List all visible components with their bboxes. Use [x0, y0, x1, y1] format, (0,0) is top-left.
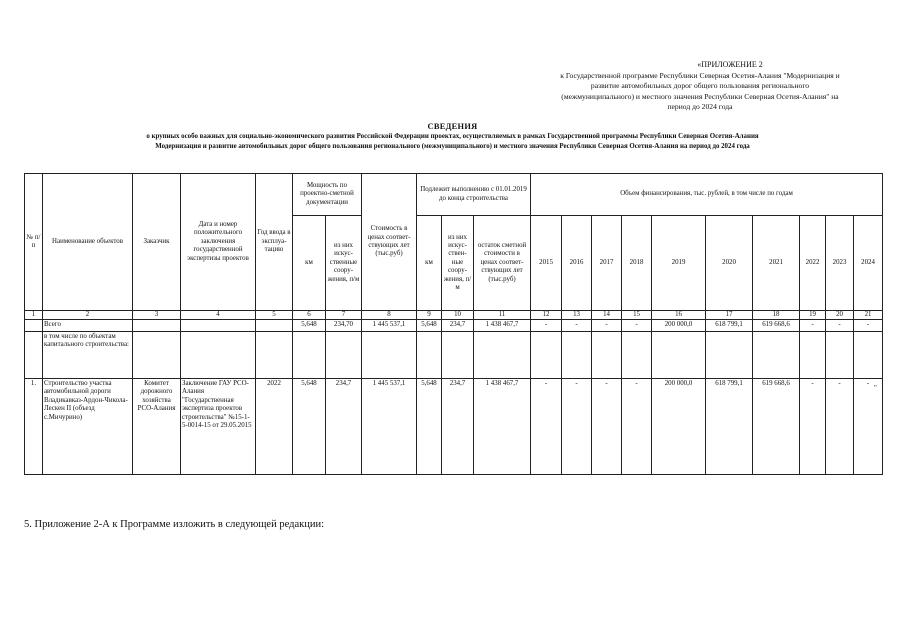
- header-year-col: 2022: [800, 216, 826, 311]
- object-year: 2022: [256, 379, 293, 475]
- empty-cell: [652, 332, 706, 379]
- total-y2016: -: [562, 320, 592, 332]
- empty-cell: [562, 332, 592, 379]
- object-y2023: -: [826, 379, 854, 475]
- heading-title: СВЕДЕНИЯ: [427, 122, 478, 131]
- column-number: 6: [293, 311, 326, 320]
- column-number: 19: [800, 311, 826, 320]
- empty-cell: [256, 332, 293, 379]
- column-number: 12: [531, 311, 562, 320]
- total-artificial: 234,70: [326, 320, 362, 332]
- object-artificial2: 234,7: [442, 379, 474, 475]
- empty-cell: [753, 332, 800, 379]
- empty-cell: [474, 332, 531, 379]
- object-km2: 5,648: [417, 379, 442, 475]
- column-number: 16: [652, 311, 706, 320]
- column-number: 17: [706, 311, 753, 320]
- total-y2024: -: [854, 320, 883, 332]
- header-financing: Объем финансирования, тыс. рублей, в том числе по годам: [531, 174, 883, 216]
- object-y2018: -: [622, 379, 652, 475]
- column-number: 5: [256, 311, 293, 320]
- total-y2019: 200 000,0: [652, 320, 706, 332]
- empty-cell: [362, 332, 417, 379]
- column-number: 11: [474, 311, 531, 320]
- empty-cell: [442, 332, 474, 379]
- object-artificial: 234,7: [326, 379, 362, 475]
- header-year-col: 2015: [531, 216, 562, 311]
- column-number: 3: [133, 311, 181, 320]
- appendix-title: «ПРИЛОЖЕНИЕ 2: [697, 60, 763, 69]
- total-row: [25, 320, 883, 332]
- column-number: 14: [592, 311, 622, 320]
- total-y2022: -: [800, 320, 826, 332]
- header-year-col: 2024: [854, 216, 883, 311]
- empty-cell: [326, 332, 362, 379]
- header-year-col: 2023: [826, 216, 854, 311]
- header-year: Год ввода в эксплуа-тацию: [256, 174, 293, 311]
- header-year-col: 2017: [592, 216, 622, 311]
- total-remainder: 1 438 467,7: [474, 320, 531, 332]
- object-y2022: -: [800, 379, 826, 475]
- total-label: Всего: [43, 320, 133, 332]
- empty-cell: [293, 332, 326, 379]
- column-number: 8: [362, 311, 417, 320]
- object-y2021: 619 668,6: [753, 379, 800, 475]
- header-expertise: Дата и номер положительного заключения государственной экспертизы проектов: [181, 174, 256, 311]
- column-number: 7: [326, 311, 362, 320]
- empty-cell: [181, 332, 256, 379]
- empty-cell: [25, 332, 43, 379]
- header-customer: Заказчик: [133, 174, 181, 311]
- column-number: 9: [417, 311, 442, 320]
- capital-row: [25, 332, 883, 379]
- heading-subtitle: Модернизация и развитие автомобильных дорог общего пользования регионального (межмуниципального) и местного значения Республики Северная Осетия-Алания на период до 2024 года: [155, 143, 750, 150]
- header-name: Наименование объектов: [43, 174, 133, 311]
- object-remainder: 1 438 467,7: [474, 379, 531, 475]
- header-year-col: 2019: [652, 216, 706, 311]
- total-km: 5,648: [293, 320, 326, 332]
- document-heading: [20, 121, 885, 152]
- total-cost: 1 445 537,1: [362, 320, 417, 332]
- heading-subtitle: о крупных особо важных для социально-экономического развития Российской Федерации проектах, осуществляемых в рамках Государственной программы Республики Северная Осетия-Алания: [146, 133, 759, 140]
- closing-quote: ": [874, 384, 877, 392]
- appendix-line: к Государственной программе Республики Северная Осетия-Алания "Модернизация и: [560, 70, 840, 80]
- projects-table: [24, 173, 883, 475]
- object-num: 1.: [25, 379, 43, 475]
- empty-cell: [181, 320, 256, 332]
- object-y2019: 200 000,0: [652, 379, 706, 475]
- header-km: км: [293, 216, 326, 311]
- column-number: 2: [43, 311, 133, 320]
- total-y2017: -: [592, 320, 622, 332]
- object-y2016: -: [562, 379, 592, 475]
- column-number: 1: [25, 311, 43, 320]
- header-artificial: из них искус-ственные соору-жения, п/м: [326, 216, 362, 311]
- total-km2: 5,648: [417, 320, 442, 332]
- column-number: 4: [181, 311, 256, 320]
- object-customer: Комитет дорожного хозяйства РСО-Алания: [133, 379, 181, 475]
- appendix-line: (межмуниципального) и местного значения Республики Северная Осетия-Алания" на: [561, 91, 839, 101]
- header-year-col: 2021: [753, 216, 800, 311]
- header-year-col: 2016: [562, 216, 592, 311]
- header-year-col: 2018: [622, 216, 652, 311]
- header-remaining: Подлежит выполнению с 01.01.2019 до конца строительства: [417, 174, 531, 216]
- object-expertise: Заключение ГАУ РСО-Алания "Государственная экспертиза проектов строительства" №15-1-5-0014-15 от 29.05.2015: [181, 379, 256, 475]
- total-y2020: 618 799,1: [706, 320, 753, 332]
- empty-cell: [826, 332, 854, 379]
- object-name: Строительство участка автомобильной дороги Владикавказ-Ардон-Чикола-Лескен II (объезд с.Мичурино): [43, 379, 133, 475]
- header-km: км: [417, 216, 442, 311]
- column-number: 18: [753, 311, 800, 320]
- empty-cell: [133, 320, 181, 332]
- object-y2020: 618 799,1: [706, 379, 753, 475]
- total-y2015: -: [531, 320, 562, 332]
- appendix-line: период до 2024 года: [667, 102, 733, 111]
- object-row: [25, 379, 883, 475]
- appendix-header: [520, 60, 880, 113]
- header-cost: Стоимость в ценах соответ-ствующих лет (тыс.руб): [362, 174, 417, 311]
- header-artificial: из них искус-ствен-ные соору-жения, п/м: [442, 216, 474, 311]
- empty-cell: [256, 320, 293, 332]
- total-artificial2: 234,7: [442, 320, 474, 332]
- header-remainder: остаток сметной стоимости в ценах соответ-ствующих лет (тыс.руб): [474, 216, 531, 311]
- header-year-col: 2020: [706, 216, 753, 311]
- object-y2024: -: [854, 379, 883, 475]
- total-y2018: -: [622, 320, 652, 332]
- empty-cell: [622, 332, 652, 379]
- column-number: 20: [826, 311, 854, 320]
- total-y2021: 619 668,6: [753, 320, 800, 332]
- header-num: № п/п: [25, 174, 43, 311]
- column-number: 13: [562, 311, 592, 320]
- object-cost: 1 445 537,1: [362, 379, 417, 475]
- object-y2017: -: [592, 379, 622, 475]
- empty-cell: [592, 332, 622, 379]
- empty-cell: [417, 332, 442, 379]
- empty-cell: [706, 332, 753, 379]
- empty-cell: [133, 332, 181, 379]
- column-number: 21: [854, 311, 883, 320]
- appendix-line: развитие автомобильных дорог общего пользования регионального: [590, 81, 810, 90]
- object-km: 5,648: [293, 379, 326, 475]
- empty-cell: [531, 332, 562, 379]
- empty-cell: [854, 332, 883, 379]
- capital-label: в том числе по объектам капитального строительства:: [43, 332, 133, 379]
- empty-cell: [25, 320, 43, 332]
- footnote-text: 5. Приложение 2-А к Программе изложить в следующей редакции:: [24, 519, 324, 530]
- column-number: 15: [622, 311, 652, 320]
- header-capacity: Мощность по проектно-сметной документации: [293, 174, 362, 216]
- column-number: 10: [442, 311, 474, 320]
- empty-cell: [800, 332, 826, 379]
- object-y2015: -: [531, 379, 562, 475]
- total-y2023: -: [826, 320, 854, 332]
